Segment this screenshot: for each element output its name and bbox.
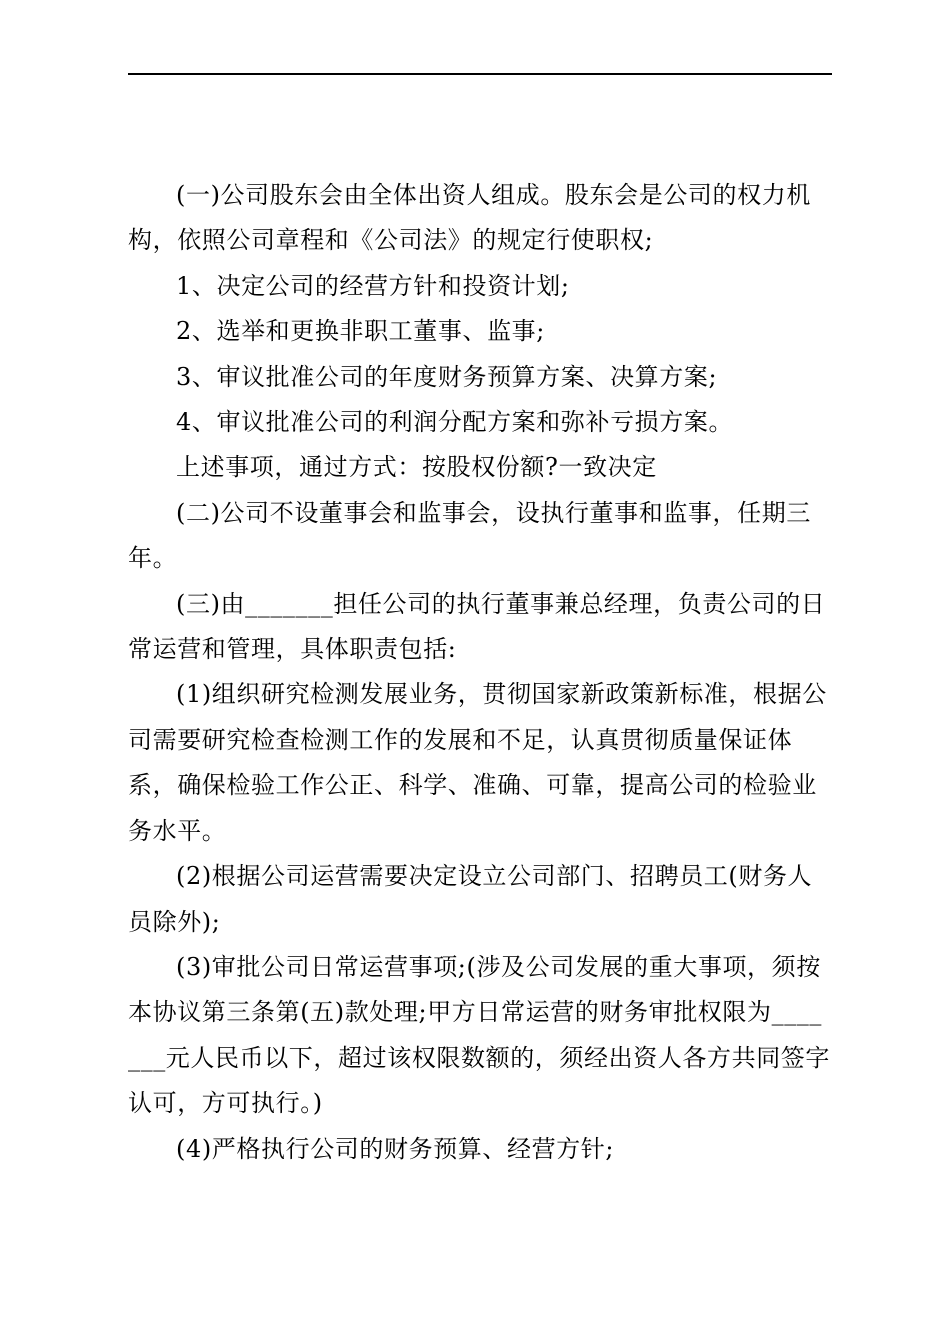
duty-item-4: (4)严格执行公司的财务预算、经营方针;: [176, 1134, 615, 1163]
list-item-3: 3、审议批准公司的年度财务预算方案、决算方案;: [176, 362, 718, 391]
document-body: [128, 173, 832, 1172]
paragraph-voting-method: 上述事项，通过方式：按股权份额?一致决定: [176, 453, 657, 482]
header-rule: [128, 73, 832, 75]
duty-item-1: (1)组织研究检测发展业务，贯彻国家新政策新标准，根据公司需要研究检查检测工作的发展和不足，认真贯彻质量保证体系，确保检验工作公正、科学、准确、可靠，提高公司的检验业务水平。: [128, 680, 827, 845]
duty-item-3: (3)审批公司日常运营事项;(涉及公司发展的重大事项，须按本协议第三条第(五)款处理;甲方日常运营的财务审批权限为_______元人民币以下，超过该权限数额的，须经出资人各方共同签字认可，方可执行。): [128, 952, 830, 1118]
list-item-1: 1、决定公司的经营方针和投资计划;: [176, 271, 570, 300]
list-item-2: 2、选举和更换非职工董事、监事;: [176, 317, 545, 346]
paragraph-shareholders-meeting: (一)公司股东会由全体出资人组成。股东会是公司的权力机构，依照公司章程和《公司法》的规定行使职权;: [128, 181, 811, 255]
paragraph-executive-director: (三)由_______担任公司的执行董事兼总经理，负责公司的日常运营和管理，具体职责包括:: [128, 589, 826, 664]
duty-item-2: (2)根据公司运营需要决定设立公司部门、招聘员工(财务人员除外);: [128, 862, 813, 936]
paragraph-no-board: (二)公司不设董事会和监事会，设执行董事和监事，任期三年。: [128, 498, 811, 573]
list-item-4: 4、审议批准公司的利润分配方案和弥补亏损方案。: [176, 408, 734, 437]
